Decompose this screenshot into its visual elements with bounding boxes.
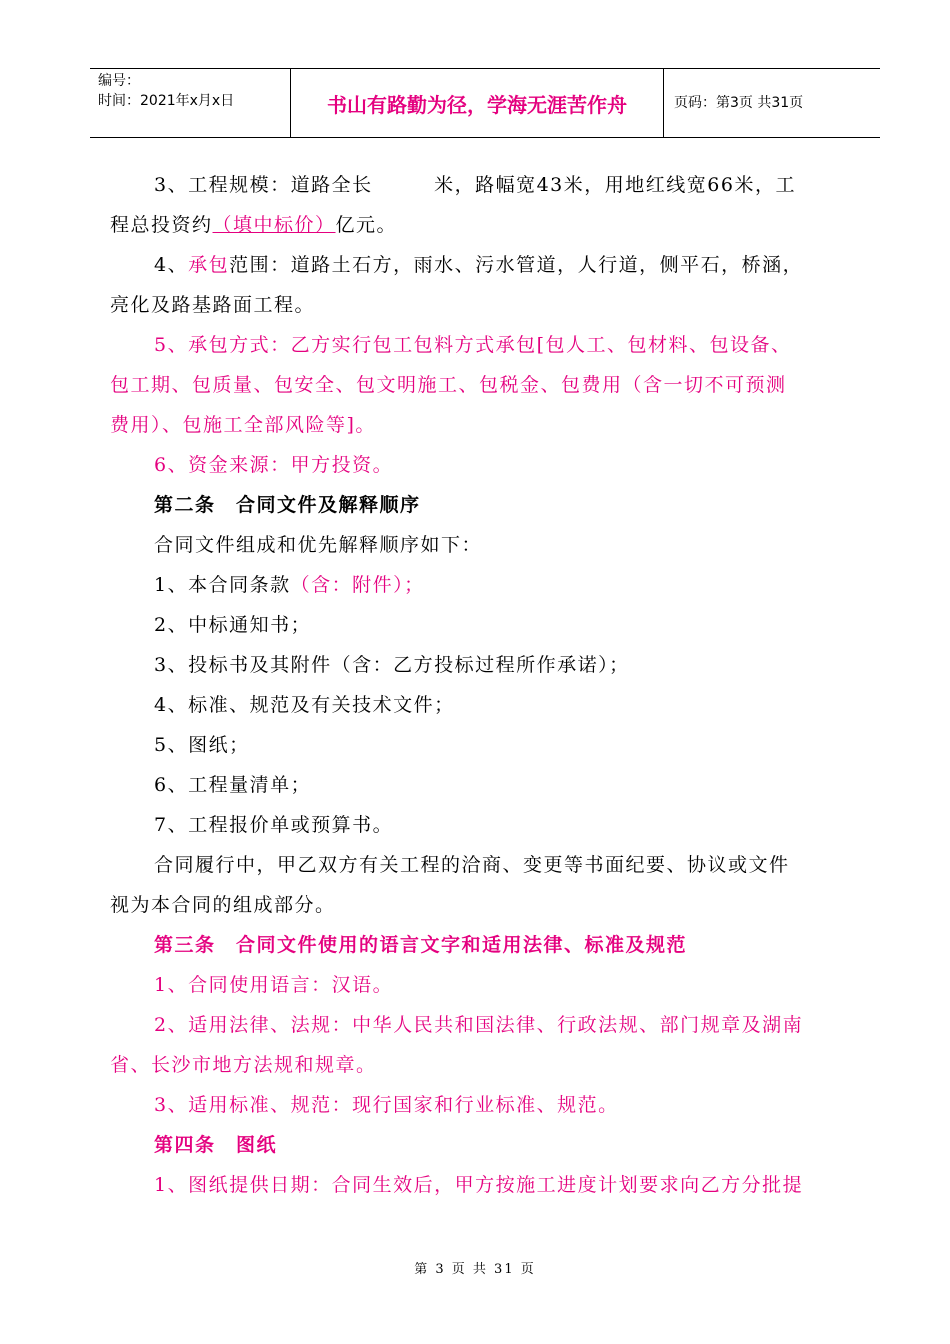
paragraph-line: 程总投资约（填中标价）亿元。 bbox=[110, 214, 398, 236]
list-item: 2、适用法律、法规：中华人民共和国法律、行政法规、部门规章及湖南 bbox=[154, 1014, 804, 1036]
placeholder-text: （填中标价） bbox=[212, 214, 336, 236]
paragraph-line: 省、长沙市地方法规和规章。 bbox=[110, 1054, 377, 1076]
section-heading: 第二条 合同文件及解释顺序 bbox=[154, 494, 421, 516]
section-heading: 第四条 图纸 bbox=[154, 1134, 278, 1156]
header-page-cell bbox=[664, 69, 880, 137]
list-item: 6、工程量清单； bbox=[154, 774, 312, 796]
list-item: 4、标准、规范及有关技术文件； bbox=[154, 694, 455, 716]
number-label: 编号： bbox=[98, 73, 140, 89]
header-motto-cell bbox=[291, 69, 664, 137]
document-body bbox=[110, 165, 860, 1205]
paragraph-line: 3、工程规模：道路全长 米，路幅宽43米，用地红线宽66米，工 bbox=[154, 174, 796, 196]
header-page-number: 页码：第3页 共31页 bbox=[674, 95, 804, 111]
page-footer: 第 3 页 共 31 页 bbox=[414, 1262, 536, 1277]
section-heading: 第三条 合同文件使用的语言文字和适用法律、标准及规范 bbox=[154, 934, 688, 956]
page-header bbox=[90, 68, 880, 138]
paragraph-line: 合同履行中，甲乙双方有关工程的洽商、变更等书面纪要、协议或文件 bbox=[154, 854, 790, 876]
paragraph-line: 包工期、包质量、包安全、包文明施工、包税金、包费用（含一切不可预测 bbox=[110, 374, 787, 396]
paragraph-line: 合同文件组成和优先解释顺序如下： bbox=[154, 534, 483, 556]
paragraph-line: 6、资金来源：甲方投资。 bbox=[154, 454, 394, 476]
time-label: 时间：2021年x月x日 bbox=[98, 93, 235, 109]
paragraph-line: 视为本合同的组成部分。 bbox=[110, 894, 336, 916]
list-item: 7、工程报价单或预算书。 bbox=[154, 814, 394, 836]
list-item: 5、图纸； bbox=[154, 734, 250, 756]
header-meta-cell bbox=[90, 69, 291, 137]
paragraph-line: 4、承包范围：道路土石方，雨水、污水管道，人行道，侧平石，桥涵， bbox=[154, 254, 804, 276]
list-item: 1、图纸提供日期：合同生效后，甲方按施工进度计划要求向乙方分批提 bbox=[154, 1174, 804, 1196]
paragraph-line: 5、承包方式：乙方实行包工包料方式承包[包人工、包材料、包设备、 bbox=[154, 334, 792, 356]
list-item: 3、适用标准、规范：现行国家和行业标准、规范。 bbox=[154, 1094, 619, 1116]
list-item: 2、中标通知书； bbox=[154, 614, 312, 636]
header-motto: 书山有路勤为径，学海无涯苦作舟 bbox=[327, 93, 627, 117]
paragraph-line: 亮化及路基路面工程。 bbox=[110, 294, 316, 316]
list-item: 1、本合同条款（含：附件）； bbox=[154, 574, 425, 596]
list-item: 1、合同使用语言：汉语。 bbox=[154, 974, 394, 996]
list-item: 3、投标书及其附件（含：乙方投标过程所作承诺）； bbox=[154, 654, 630, 676]
paragraph-line: 费用）、包施工全部风险等]。 bbox=[110, 414, 376, 436]
